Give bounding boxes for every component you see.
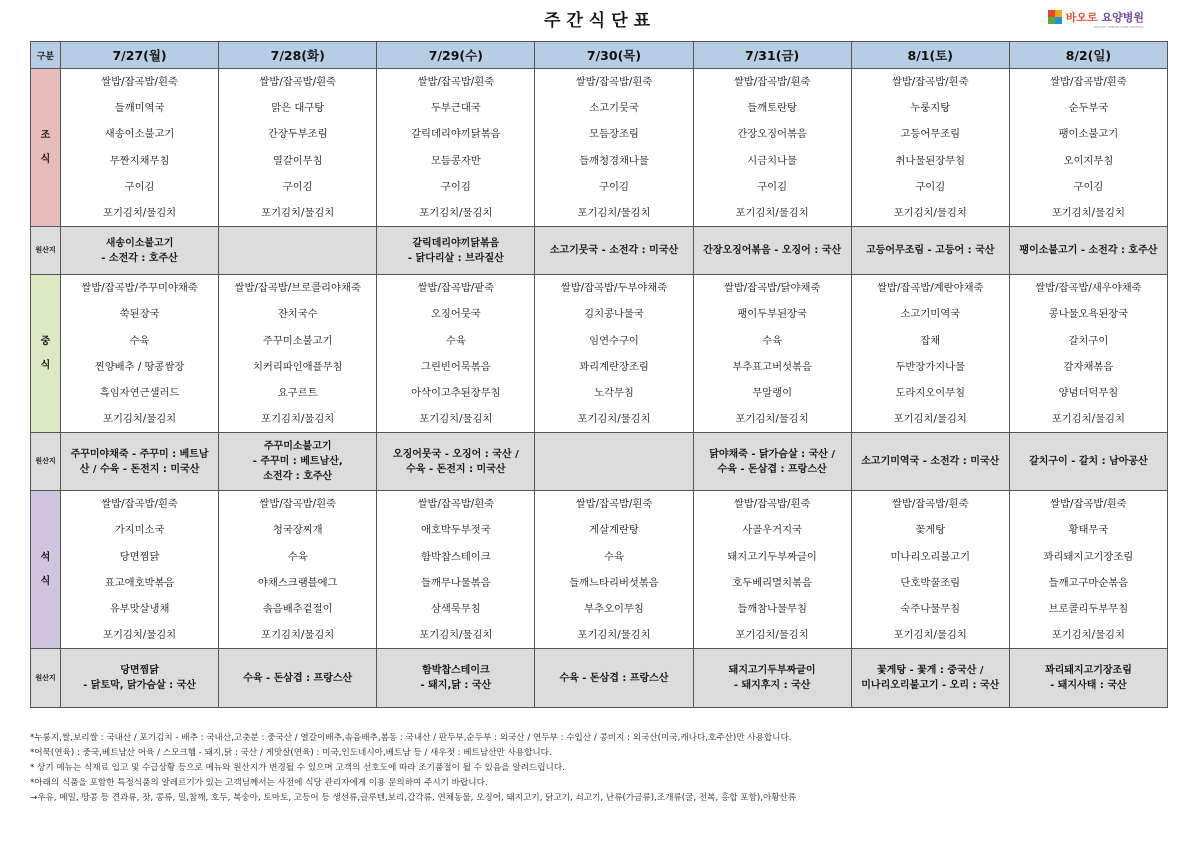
lunch-day-6: 쌀밥/잡곡밥/계란야채죽 소고기미역국 잡채 두반장가지나물 도라지오이무침 포기김치/물김치: [851, 275, 1009, 433]
breakfast-day-4: 쌀밥/잡곡밥/흰죽 소고기뭇국 모듬장조림 들깨청경채나물 구이김 포기김치/물김치: [535, 69, 693, 227]
dinner-day-2: 쌀밥/잡곡밥/흰죽 청국장찌개 수육 야채스크램블에그 솎음배추겉절이 포기김치/물김치: [219, 491, 377, 649]
dinner-origin-row: [31, 649, 1168, 708]
footnote-line: *어묵(연육) : 중국,베트남산 어육 / 스모크햄 - 돼지,닭 : 국산 / 게맛살(연육) : 미국,인도네시아,베트남 등 / 새우젓 : 베트남산만 사용합니다.: [30, 748, 552, 758]
lunch-origin-2: 주꾸미소불고기 - 주꾸미 : 베트남산, 소전각 : 호주산: [219, 433, 377, 491]
dinner-label: 석 식: [31, 491, 61, 649]
breakfast-day-1: 쌀밥/잡곡밥/흰죽 들깨미역국 새송이소불고기 무짠지채무침 구이김 포기김치/물김치: [61, 69, 219, 227]
breakfast-origin-4: 소고기뭇국 - 소전각 : 미국산: [535, 227, 693, 275]
logo-tagline: HEALTHY SENIOR CARE HOSPITAL: [1093, 25, 1144, 29]
lunch-origin-7: 갈치구이 - 갈치 : 남아공산: [1009, 433, 1167, 491]
dinner-day-4: 쌀밥/잡곡밥/흰죽 게살계란탕 수육 들깨느타리버섯볶음 부추오이무침 포기김치/물김치: [535, 491, 693, 649]
logo-text: 바오로 요양병원: [1065, 11, 1144, 24]
page-title: 주간식단표: [543, 11, 657, 31]
day-header-4: 7/30(목): [535, 42, 693, 69]
lunch-origin-3: 오징어뭇국 - 오징어 : 국산 / 수육 - 돈전지 : 미국산: [377, 433, 535, 491]
lunch-day-4: 쌀밥/잡곡밥/두부야채죽 김치콩나물국 임연수구이 꽈리계란장조림 노각무침 포기김치/물김치: [535, 275, 693, 433]
dinner-day-5: 쌀밥/잡곡밥/흰죽 사골우거지국 돼지고기두부짜글이 호두베리멸치볶음 들깨참나물무침 포기김치/물김치: [693, 491, 851, 649]
lunch-origin-4: [535, 433, 693, 491]
footnote-line: * 상기 메뉴는 식재료 입고 및 수급상황 등으로 메뉴와 원산지가 변경될 수 있으며 고객의 선호도에 따라 조기품절이 될 수 있음을 알려드립니다.: [30, 763, 565, 773]
breakfast-origin-7: 팽이소불고기 - 소전각 : 호주산: [1009, 227, 1167, 275]
lunch-day-5: 쌀밥/잡곡밥/닭야채죽 팽이두부된장국 수육 부추표고버섯볶음 무말랭이 포기김치/물김치: [693, 275, 851, 433]
breakfast-row: [31, 69, 1168, 227]
breakfast-origin-6: 고등어무조림 - 고등어 : 국산: [851, 227, 1009, 275]
day-header-6: 8/1(토): [851, 42, 1009, 69]
dinner-day-7: 쌀밥/잡곡밥/흰죽 황태무국 꽈리돼지고기장조림 들깨고구마순볶음 브로콜리두부무침 포기김치/물김치: [1009, 491, 1167, 649]
dinner-origin-7: 꽈리돼지고기장조림 - 돼지사태 : 국산: [1009, 649, 1167, 708]
lunch-origin-5: 닭야채죽 - 닭가슴살 : 국산 / 수육 - 돈삼겹 : 프랑스산: [693, 433, 851, 491]
dinner-origin-5: 돼지고기두부짜글이 - 돼지후지 : 국산: [693, 649, 851, 708]
dinner-origin-1: 당면찜닭 - 닭토막, 닭가슴살 : 국산: [61, 649, 219, 708]
logo-icon: [1048, 10, 1062, 24]
dinner-origin-6: 꽃게탕 - 꽃게 : 중국산 / 미나리오리불고기 - 오리 : 국산: [851, 649, 1009, 708]
day-header-1: 7/27(월): [61, 42, 219, 69]
lunch-day-3: 쌀밥/잡곡밥/팥죽 오징어뭇국 수육 그린빈어묵볶음 아삭이고추된장무침 포기김치/물김치: [377, 275, 535, 433]
lunch-origin-6: 소고기미역국 - 소전각 : 미국산: [851, 433, 1009, 491]
breakfast-label: 조 식: [31, 69, 61, 227]
hospital-logo: [1048, 9, 1144, 29]
origin-label: 원산지: [31, 649, 61, 708]
breakfast-day-7: 쌀밥/잡곡밥/흰죽 순두부국 팽이소불고기 오이지무침 구이김 포기김치/물김치: [1009, 69, 1167, 227]
day-header-3: 7/29(수): [377, 42, 535, 69]
weekly-menu-table: [30, 41, 1168, 708]
dinner-origin-4: 수육 - 돈삼겹 : 프랑스산: [535, 649, 693, 708]
footnotes: [30, 731, 1170, 806]
lunch-day-7: 쌀밥/잡곡밥/새우야채죽 콩나물오욕된장국 갈치구이 감자채볶음 양념더덕무침 포기김치/물김치: [1009, 275, 1167, 433]
breakfast-day-5: 쌀밥/잡곡밥/흰죽 들깨토란탕 간장오징어볶음 시금치나물 구이김 포기김치/물김치: [693, 69, 851, 227]
lunch-day-1: 쌀밥/잡곡밥/주꾸미야채죽 쑥된장국 수육 찐양배추 / 땅콩쌈장 흑임자연근샐러드 포기김치/물김치: [61, 275, 219, 433]
breakfast-day-2: 쌀밥/잡곡밥/흰죽 맑은 대구탕 간장두부조림 열갈이무침 구이김 포기김치/물김치: [219, 69, 377, 227]
breakfast-origin-1: 새송이소불고기 - 소전각 : 호주산: [61, 227, 219, 275]
dinner-day-3: 쌀밥/잡곡밥/흰죽 애호박두부젓국 함박찹스테이크 들깨무나물볶음 삼색묵무침 포기김치/물김치: [377, 491, 535, 649]
breakfast-origin-2: [219, 227, 377, 275]
lunch-label: 중 식: [31, 275, 61, 433]
day-header-7: 8/2(일): [1009, 42, 1167, 69]
footnote-line: *아래의 식품을 포함한 특정식품의 알레르기가 있는 고객님께서는 사전에 식당 관리자에게 이용 문의하여 주시기 바랍니다.: [30, 778, 488, 788]
dinner-row: [31, 491, 1168, 649]
breakfast-day-6: 쌀밥/잡곡밥/흰죽 누룽지탕 고등어무조림 취나물된장무침 구이김 포기김치/물김치: [851, 69, 1009, 227]
breakfast-origin-5: 간장오징어볶음 - 오징어 : 국산: [693, 227, 851, 275]
breakfast-origin-3: 갈릭데리야끼닭볶음 - 닭다리살 : 브라질산: [377, 227, 535, 275]
dinner-origin-3: 함박찹스테이크 - 돼지,닭 : 국산: [377, 649, 535, 708]
lunch-origin-1: 주꾸미야채죽 - 주꾸미 : 베트남 산 / 수육 - 돈전지 : 미국산: [61, 433, 219, 491]
lunch-origin-row: [31, 433, 1168, 491]
dinner-origin-2: 수육 - 돈삼겹 : 프랑스산: [219, 649, 377, 708]
dinner-day-1: 쌀밥/잡곡밥/흰죽 가지미소국 당면찜닭 표고애호박볶음 유부맛살냉채 포기김치/물김치: [61, 491, 219, 649]
lunch-row: [31, 275, 1168, 433]
origin-label: 원산지: [31, 433, 61, 491]
footnote-line: *누룽지,쌀,보리쌀 : 국내산 / 포기김치 - 배추 : 국내산,고춧분 : 중국산 / 열갈이배추,솎음배추,봄동 : 국내산 / 판두부,순두부 : 외국산 / 연두부 : 수입산 / 콩비지 : 외국산(미국,캐나다,호주산)만 사용합니다.: [30, 733, 792, 743]
day-header-5: 7/31(금): [693, 42, 851, 69]
lunch-day-2: 쌀밥/잡곡밥/브로콜리야채죽 잔치국수 주꾸미소불고기 치커리파인애플무침 요구르트 포기김치/물김치: [219, 275, 377, 433]
day-header-2: 7/28(화): [219, 42, 377, 69]
header-row: [31, 42, 1168, 69]
breakfast-day-3: 쌀밥/잡곡밥/흰죽 두부근대국 갈릭데리야끼닭볶음 모듬콩자반 구이김 포기김치/물김치: [377, 69, 535, 227]
breakfast-origin-row: [31, 227, 1168, 275]
category-header: 구분: [31, 42, 61, 69]
dinner-day-6: 쌀밥/잡곡밥/흰죽 꽃게탕 미나리오리불고기 단호박꿀조림 숙주나물무침 포기김치/물김치: [851, 491, 1009, 649]
origin-label: 원산지: [31, 227, 61, 275]
footnote-line: →우유, 메밀, 땅콩 등 견과류, 잣, 콩류, 밀,참깨, 호두, 복숭아, 토마토, 고등어 등 생선류,글루텐,보리,갑각류, 연체동물, 오징어, 돼지고기, 닭고기, 쇠고기, 난류(가금류),조개류(굴, 전복, 홍합 포함),아황산류: [30, 793, 797, 803]
